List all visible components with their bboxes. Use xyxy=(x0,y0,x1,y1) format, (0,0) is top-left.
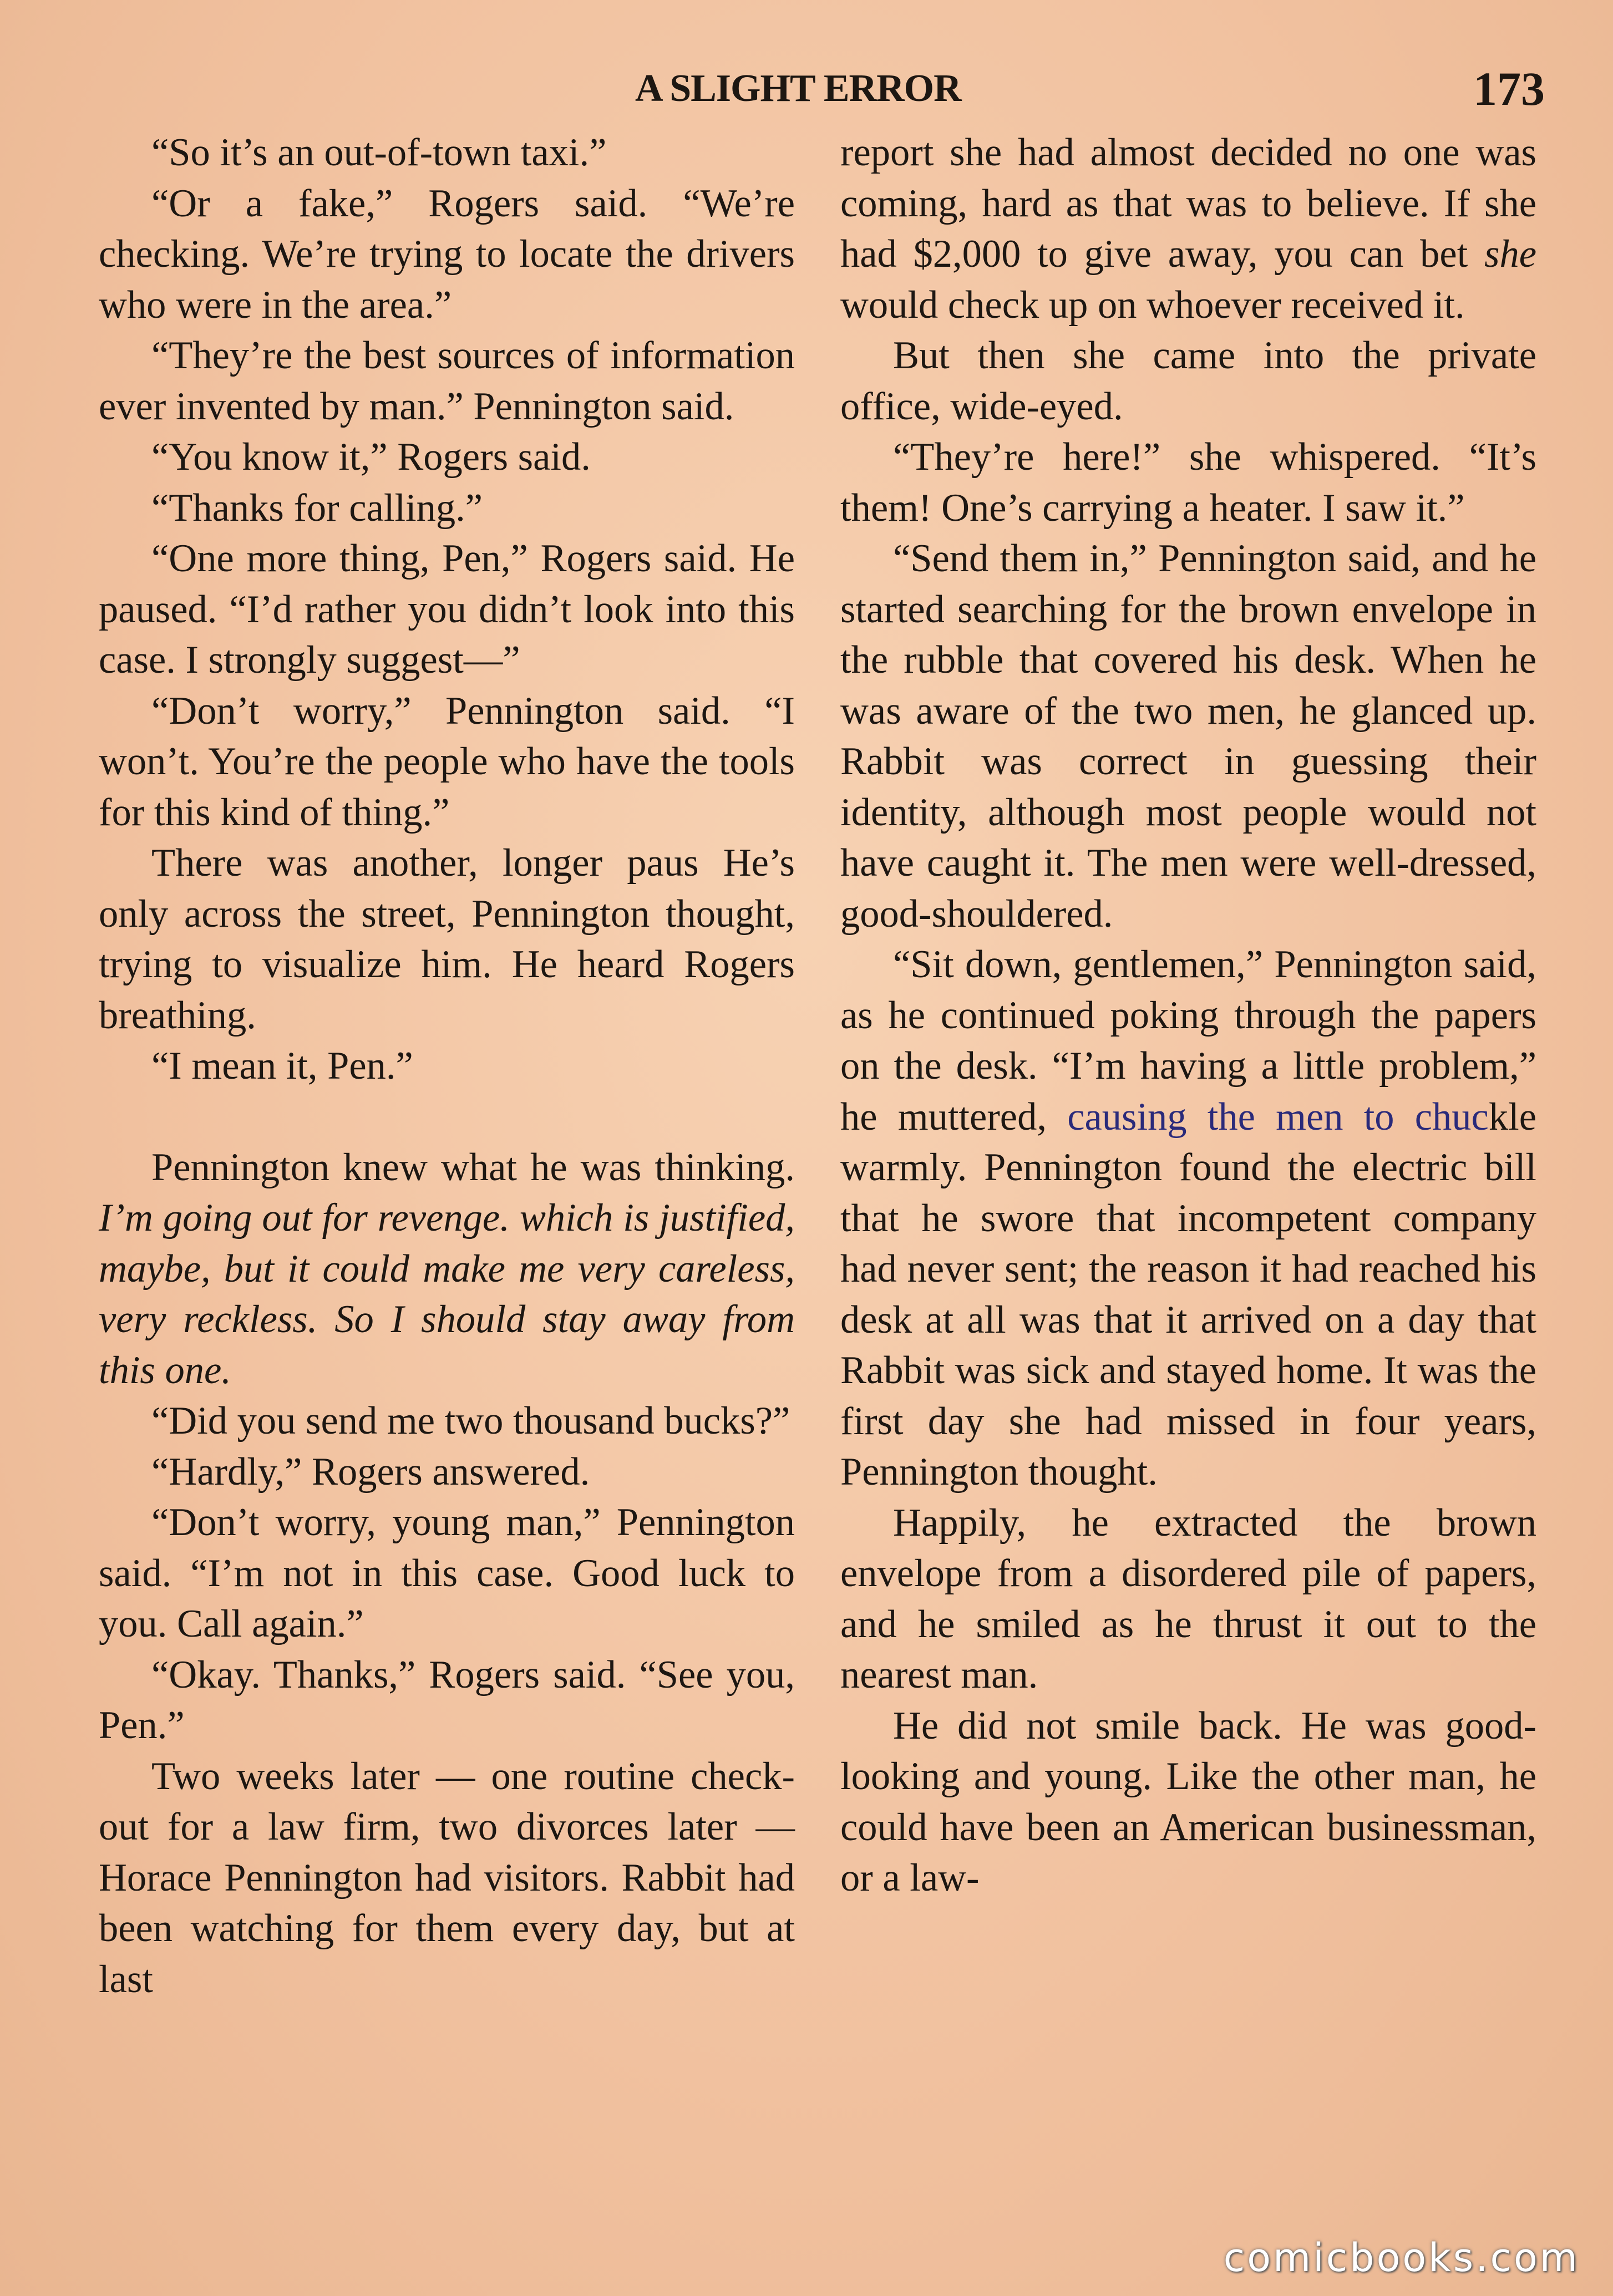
paragraph: “Hardly,” Rogers answered. xyxy=(151,1450,590,1494)
paragraph-text: “Sit down, gentlemen,” Pennington said, as he continued poking through the papers on the desk. “I’m having a little problem,” he muttered, xyxy=(840,943,1536,1139)
page-number: 173 xyxy=(1473,62,1545,115)
paragraph: “Don’t worry,” Pennington said. “I won’t. You’re the people who have the tools for this kind of thing.” xyxy=(99,689,795,834)
left-column xyxy=(99,128,795,2005)
paragraph: “One more thing, Pen,” Rogers said. He paused. “I’d rather you didn’t look into this case. I strongly suggest—” xyxy=(99,537,795,682)
paragraph: “They’re the best sources of information ever invented by man.” Pennington said. xyxy=(99,334,795,428)
paragraph: “Okay. Thanks,” Rogers said. “See you, Pen.” xyxy=(99,1653,795,1747)
paragraph: Two weeks later — one routine check-out for a law firm, two divorces later — Horace Pennington had visitors. Rabbit had been watching for them every day, but at last xyxy=(99,1754,795,2001)
paragraph: There was another, longer paus He’s only across the street, Pennington thought, trying to visualize him. He heard Rogers breathing. xyxy=(99,841,795,1037)
paragraph: “So it’s an out-of-town taxi.” xyxy=(151,131,607,174)
running-title: A SLIGHT ERROR xyxy=(635,67,961,110)
paragraph xyxy=(840,939,1536,1498)
italic-thought: I’m going out for revenge. which is justified, maybe, but it could make me very careless, very reckless. So I should stay away from this one. xyxy=(99,1196,795,1392)
paragraph: “Send them in,” Pennington said, and he started searching for the brown envelope in the rubble that covered his desk. When he was aware of the two men, he glanced up. Rabbit was correct in guessing their identity, although most people would not have caught it. The men were well-dressed, good-shouldered. xyxy=(840,537,1536,936)
paragraph-text-blue: causing the men to chuc xyxy=(1067,1095,1489,1139)
paragraph-text: kle warmly. Pennington found the electric bill that he swore that incompetent company had never sent; the reason it had reached his desk at all was that it arrived on a day that Rabbit was sick and stayed home. It was the first day she had missed in four years, Pennington thought. xyxy=(840,1095,1536,1494)
watermark: comicbooks.com xyxy=(1223,2235,1580,2280)
paragraph: He did not smile back. He was good-looking and young. Like the other man, he could have been an American businessman, or a law- xyxy=(840,1704,1536,1899)
paragraph-text: would check up on whoever received it. xyxy=(840,283,1465,327)
paragraph-lead: Pennington knew what he was thinking. xyxy=(151,1145,795,1189)
paragraph: “Or a fake,” Rogers said. “We’re checking. We’re trying to locate the drivers who were in the area.” xyxy=(99,181,795,327)
paragraph: “I mean it, Pen.” xyxy=(151,1044,413,1088)
paragraph: “Did you send me two thousand bucks?” xyxy=(151,1399,790,1442)
paragraph: But then she came into the private office, wide-eyed. xyxy=(840,334,1536,428)
paragraph xyxy=(840,128,1536,331)
paragraph: “Thanks for calling.” xyxy=(151,486,483,530)
emphasis: she xyxy=(1484,232,1536,276)
paragraph: Happily, he extracted the brown envelope from a disordered pile of papers, and he smiled as he thrust it out to the nearest man. xyxy=(840,1501,1536,1696)
running-header xyxy=(635,61,1545,122)
paragraph: “Don’t worry, young man,” Pennington said. “I’m not in this case. Good luck to you. Call again.” xyxy=(99,1501,795,1645)
paragraph: “They’re here!” she whispered. “It’s them! One’s carrying a heater. I saw it.” xyxy=(840,435,1536,530)
right-column xyxy=(840,128,1536,1904)
paragraph: “You know it,” Rogers said. xyxy=(151,435,591,479)
paragraph-text: report she had almost decided no one was coming, hard as that was to believe. If she had $2,000 to give away, you can bet xyxy=(840,131,1536,276)
paragraph xyxy=(99,1142,795,1396)
